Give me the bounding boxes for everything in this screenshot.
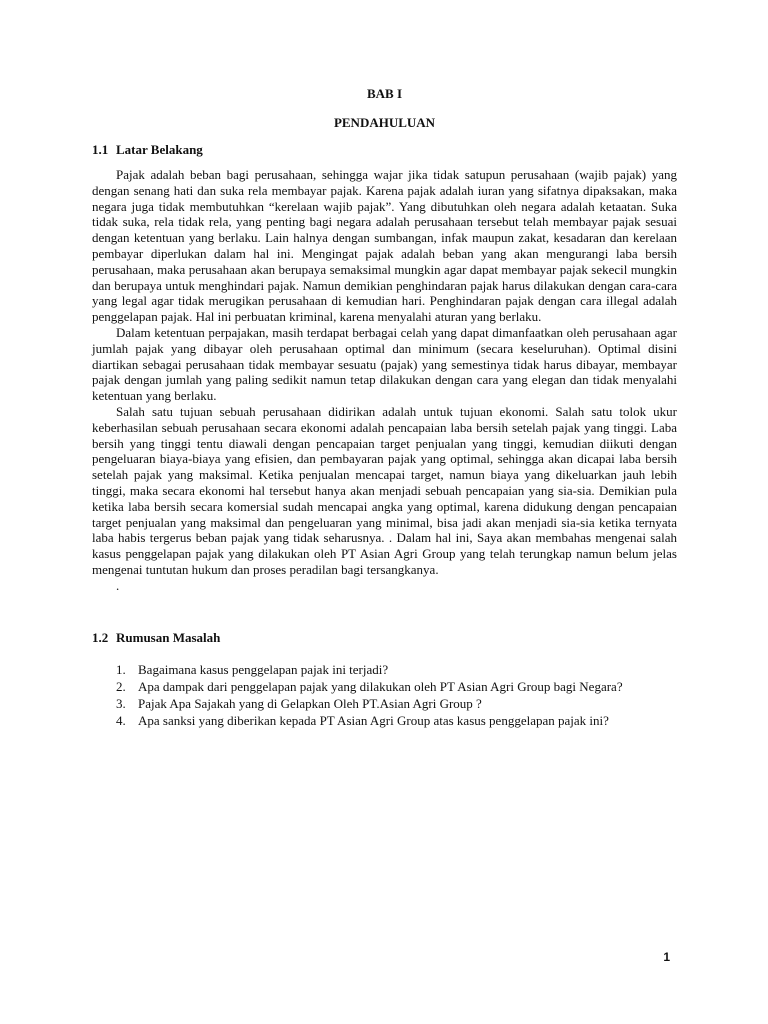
list-item-text: Apa dampak dari penggelapan pajak yang dilakukan oleh PT Asian Agri Group bagi Negara? <box>138 679 623 694</box>
trailing-dot: . <box>116 577 120 593</box>
section-number: 1.2 <box>92 630 109 645</box>
section-title: Latar Belakang <box>116 142 203 157</box>
page-number: 1 <box>663 950 670 964</box>
list-item-number: 2. <box>116 679 126 694</box>
rumusan-masalah-list <box>116 661 623 729</box>
document-page <box>92 0 677 1024</box>
chapter-label: BAB I <box>366 86 403 101</box>
section-heading-latar-belakang <box>92 142 203 158</box>
list-item-number: 4. <box>116 713 126 728</box>
paragraph: Salah satu tujuan sebuah perusahaan didirikan adalah untuk tujuan ekonomi. Salah satu tolok ukur keberhasilan sebuah perusahaan secara ekonomi adalah pencapaian laba bersih setelah pajak yang tinggi. Laba bersih yang tinggi tentu diawali dengan pencapaian target penjualan yang tinggi, kemudian diikuti dengan pengeluaran biaya-biaya yang efisien, dan pembayaran pajak yang optimal, sehingga akan dicapai laba bersih setelah pajak yang maksimal. Ketika penjualan mencapai target, namun biaya yang dikeluarkan jauh lebih tinggi, maka secara ekonomi hal tersebut hanya akan menjadi sebuah pencapaian yang sia-sia. Demikian pula ketika laba bersih secara komersial sudah mencapai angka yang optimal, karena didukung dengan pencapaian target penjualan yang maksimal dan pengeluaran yang minimal, bisa jadi akan menjadi sia-sia ketika ternyata laba habis tergerus beban pajak yang tidak seharusnya. . Dalam hal ini, Saya akan membahas mengenai salah kasus penggelapan pajak yang dilakukan oleh PT Asian Agri Group yang telah terungkap namun belum jelas mengenai tuntutan hukum dan proses peradilan bagi tersangkanya. <box>92 403 677 577</box>
list-item-text: Bagaimana kasus penggelapan pajak ini terjadi? <box>138 662 389 677</box>
list-item <box>116 678 623 695</box>
list-item-number: 1. <box>116 662 126 677</box>
list-item <box>116 712 623 729</box>
section-number: 1.1 <box>92 142 109 157</box>
list-item <box>116 695 623 712</box>
list-item <box>116 661 623 678</box>
list-item-number: 3. <box>116 696 126 711</box>
paragraph: Dalam ketentuan perpajakan, masih terdapat berbagai celah yang dapat dimanfaatkan oleh perusahaan agar jumlah pajak yang dibayar oleh perusahaan optimal dan minimum (secara keseluruhan). Optimal disini diartikan sebagai perusahaan tidak membayar sesuatu (pajak) yang semestinya tidak harus dibayar, membayar pajak dengan jumlah yang paling sedikit namun tetap dilakukan dengan cara yang elegan dan tidak menyalahi ketentuan yang berlaku. <box>92 324 677 404</box>
paragraph: Pajak adalah beban bagi perusahaan, sehingga wajar jika tidak satupun perusahaan (wajib pajak) yang dengan senang hati dan suka rela membayar pajak. Karena pajak adalah iuran yang sifatnya dipaksakan, maka negara juga tidak membutuhkan “kerelaan wajib pajak”. Yang dibutuhkan oleh negara adalah ketaatan. Suka tidak suka, rela tidak rela, yang penting bagi negara adalah perusahaan tersebut telah membayar pajak sesuai dengan ketentuan yang berlaku. Lain halnya dengan sumbangan, infak maupun zakat, kesadaran dan kerelaan pembayar diperlukan dalam hal ini. Mengingat pajak adalah beban yang akan mengurangi laba bersih perusahaan, maka perusahaan akan berupaya semaksimal mungkin agar dapat membayar pajak sekecil mungkin dan berupaya untuk menghindari pajak. Namun demikian penghindaran pajak harus dilakukan dengan cara-cara yang legal agar tidak merugikan perusahaan di kemudian hari. Penghindaran pajak dengan cara illegal adalah penggelapan pajak. Hal ini perbuatan kriminal, karena menyalahi aturan yang berlaku. <box>92 167 677 325</box>
list-item-text: Apa sanksi yang diberikan kepada PT Asian Agri Group atas kasus penggelapan pajak ini? <box>138 713 609 728</box>
list-item-text: Pajak Apa Sajakah yang di Gelapkan Oleh PT.Asian Agri Group ? <box>138 696 482 711</box>
section-title: Rumusan Masalah <box>116 630 221 645</box>
chapter-title: PENDAHULUAN <box>333 115 436 130</box>
section-heading-rumusan-masalah <box>92 630 220 646</box>
latar-belakang-body <box>92 167 677 594</box>
